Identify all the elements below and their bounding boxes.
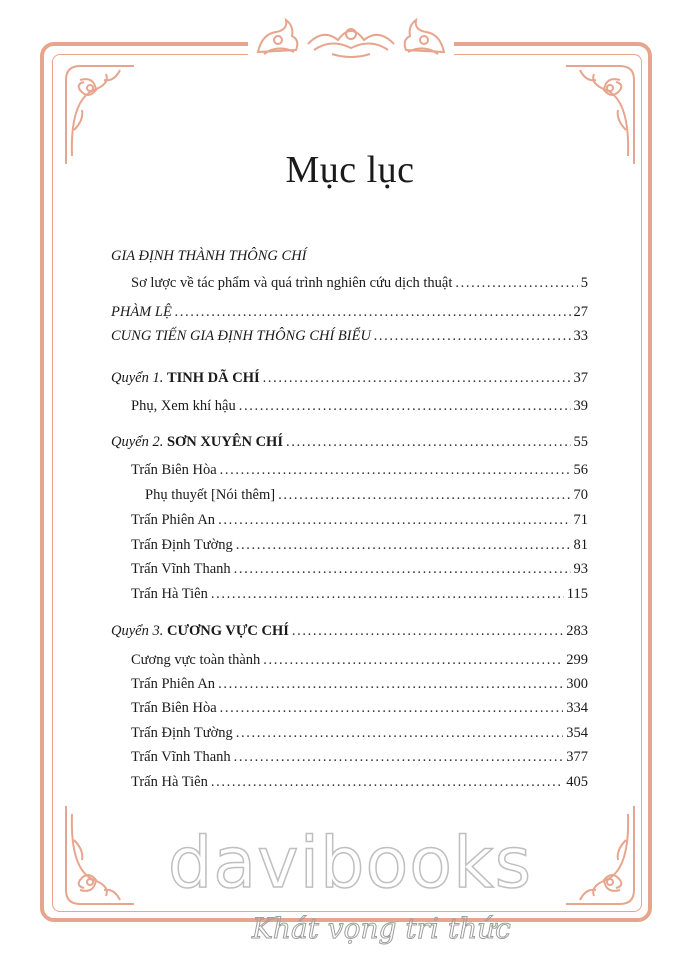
toc-entry-page: 70 <box>573 487 588 503</box>
toc-entry-page: 377 <box>566 749 588 765</box>
dot-leader <box>220 462 571 479</box>
toc-entry-page: 5 <box>580 275 588 291</box>
dot-leader <box>218 676 563 693</box>
toc-entry-label: Trấn Biên Hòa <box>131 700 217 716</box>
watermark-tagline: Khát vọng tri thức <box>252 912 511 945</box>
toc-entry-volume <box>111 434 588 451</box>
toc-entry-page: 71 <box>573 512 588 528</box>
toc-entry-page: 37 <box>573 370 588 386</box>
dot-leader <box>175 304 571 321</box>
toc-entry-page: 334 <box>566 700 588 716</box>
toc-entry-label: Trấn Biên Hòa <box>131 462 217 478</box>
toc-entry-page: 33 <box>573 328 588 344</box>
toc-entry <box>131 398 588 415</box>
toc-entry-label: Trấn Hà Tiên <box>131 586 208 602</box>
toc-entry-page: 56 <box>573 462 588 478</box>
toc-entry-page: 27 <box>573 304 588 320</box>
dot-leader <box>278 487 570 504</box>
toc-entry-label: GIA ĐỊNH THÀNH THÔNG CHÍ <box>111 248 307 264</box>
toc-entry-label: Cương vực toàn thành <box>131 652 261 668</box>
toc-entry-label: CUNG TIẾN GIA ĐỊNH THÔNG CHÍ BIỂU <box>111 328 371 344</box>
toc-entry-section <box>111 248 307 265</box>
toc-entry-page: 299 <box>566 652 588 668</box>
dot-leader <box>239 398 571 415</box>
toc-entry-label: Trấn Định Tường <box>131 725 233 741</box>
toc-entry-page: 115 <box>566 586 588 602</box>
toc-entry-label: Sơ lược về tác phẩm và quá trình nghiên cứu dịch thuật <box>131 275 453 291</box>
dot-leader <box>286 434 571 451</box>
toc-entry-page: 55 <box>573 434 588 450</box>
toc-entry-label: Trấn Định Tường <box>131 537 233 553</box>
toc-entry-page: 405 <box>566 774 588 790</box>
toc-entry-label: SƠN XUYÊN CHÍ <box>166 434 283 450</box>
toc-entry-page: 354 <box>566 725 588 741</box>
dot-leader <box>211 774 563 791</box>
dot-leader <box>220 700 564 717</box>
toc-entry-section <box>111 328 588 345</box>
toc-entry-label: Trấn Phiên An <box>131 512 216 528</box>
dot-leader <box>263 652 563 669</box>
toc-volume-prefix: Quyển 1. <box>111 370 164 386</box>
dot-leader <box>211 586 564 603</box>
dot-leader <box>374 328 571 345</box>
toc-entry-label: CƯƠNG VỰC CHÍ <box>166 623 289 639</box>
toc-volume-prefix: Quyển 3. <box>111 623 164 639</box>
dot-leader <box>234 561 571 578</box>
dot-leader <box>263 370 571 387</box>
toc-entry <box>131 774 588 791</box>
dot-leader <box>292 623 563 640</box>
dot-leader <box>236 725 564 742</box>
dot-leader <box>234 749 564 766</box>
toc-entry-volume <box>111 370 588 387</box>
toc-entry <box>131 700 588 717</box>
toc-entry-label: Phụ, Xem khí hậu <box>131 398 236 414</box>
toc-entry <box>131 586 588 603</box>
watermark-brand: davibooks <box>167 822 533 904</box>
toc-entry-label: Phụ thuyết [Nói thêm] <box>145 487 276 503</box>
page-title: Mục lục <box>285 149 415 191</box>
toc-entry <box>131 676 588 693</box>
toc-entry <box>131 652 588 669</box>
toc-entry <box>131 749 588 766</box>
toc-entry <box>131 462 588 479</box>
toc-entry <box>131 725 588 742</box>
toc-entry-page: 93 <box>573 561 588 577</box>
toc-entry-volume <box>111 623 588 640</box>
toc-entry-label: Trấn Vĩnh Thanh <box>131 561 231 577</box>
toc-entry-page: 81 <box>573 537 588 553</box>
dot-leader <box>455 275 577 292</box>
toc-entry <box>131 537 588 554</box>
toc-entry-label: Trấn Phiên An <box>131 676 216 692</box>
toc-entry-page: 39 <box>573 398 588 414</box>
toc-entry-page: 283 <box>566 623 588 639</box>
toc-entry-label: PHÀM LỆ <box>111 304 172 320</box>
toc-entry <box>131 275 588 292</box>
dot-leader <box>218 512 570 529</box>
toc-entry-subsection <box>145 487 588 504</box>
dot-leader <box>236 537 571 554</box>
toc-entry-label: TINH DÃ CHÍ <box>166 370 260 386</box>
toc-entry <box>131 512 588 529</box>
toc-entry <box>131 561 588 578</box>
toc-entry-page: 300 <box>566 676 588 692</box>
toc-entry-label: Trấn Hà Tiên <box>131 774 208 790</box>
toc-volume-prefix: Quyển 2. <box>111 434 164 450</box>
toc-entry-section <box>111 304 588 321</box>
toc-entry-label: Trấn Vĩnh Thanh <box>131 749 231 765</box>
